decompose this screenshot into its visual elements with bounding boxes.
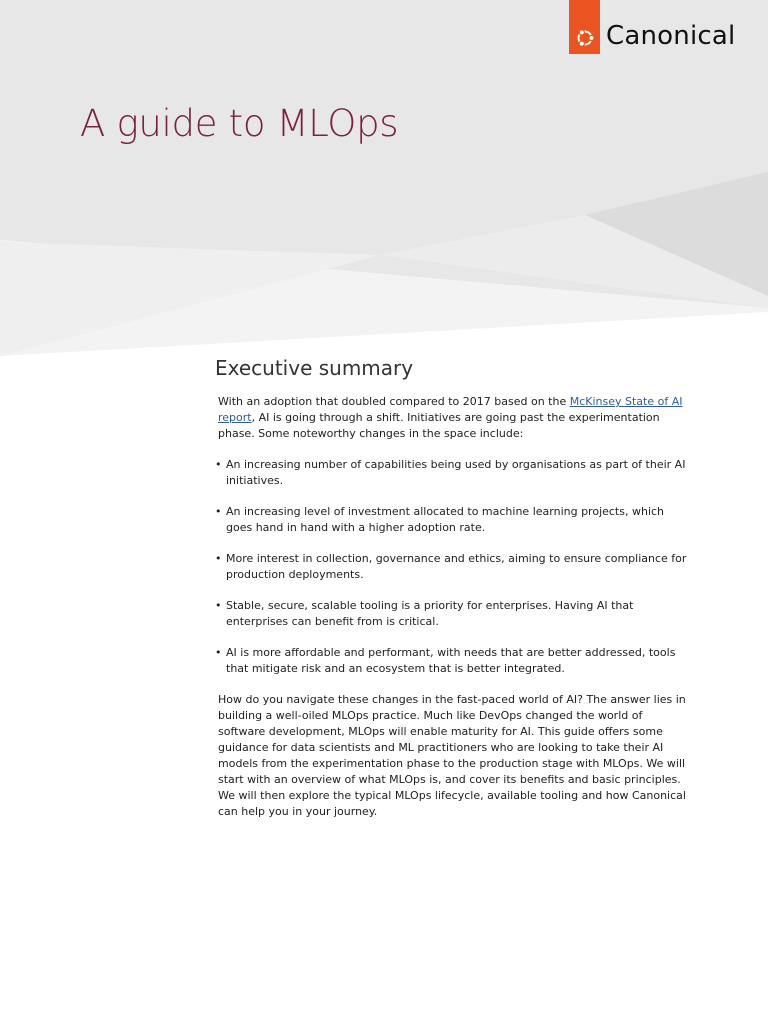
logo-tag [569, 0, 600, 54]
list-item-text: AI is more affordable and performant, with needs that are better addressed, tools that mitigate risk and an ecosystem that is better integrated. [226, 646, 676, 675]
bullet-icon: • [215, 505, 222, 518]
changes-list [215, 457, 687, 677]
intro-text-end: , AI is going through a shift. Initiatives are going past the experimentation phase. Some noteworthy changes in the space include: [218, 411, 660, 440]
section-heading: Executive summary [215, 356, 414, 380]
mckinsey-report-link[interactable]: McKinsey State of AI report [218, 395, 683, 424]
list-item-text: An increasing level of investment allocated to machine learning projects, which goes hand in hand with a higher adoption rate. [226, 505, 665, 534]
cover-background-shapes [0, 0, 768, 360]
executive-summary-section [215, 356, 687, 820]
intro-text-start: With an adoption that doubled compared to 2017 based on the [218, 395, 570, 408]
document-title: A guide to MLOps [80, 102, 399, 145]
list-item-text: An increasing number of capabilities being used by organisations as part of their AI initiatives. [226, 458, 686, 487]
intro-paragraph [215, 394, 687, 442]
bullet-icon: • [215, 458, 222, 471]
list-item-text: Stable, secure, scalable tooling is a priority for enterprises. Having AI that enterprises can benefit from is critical. [226, 599, 634, 628]
bullet-icon: • [215, 552, 222, 565]
list-item [215, 645, 687, 677]
closing-paragraph: How do you navigate these changes in the fast-paced world of AI? The answer lies in building a well-oiled MLOps practice. Much like DevOps changed the world of software development, MLOps will enable maturity for AI. This guide offers some guidance for data scientists and ML practitioners who are looking to take their AI models from the experimentation phase to the production stage with MLOps. We will start with an overview of what MLOps is, and cover its benefits and basic principles. We will then explore the typical MLOps lifecycle, available tooling and how Canonical can help you in your journey. [218, 693, 686, 818]
circle-of-friends-icon [574, 27, 596, 49]
list-item [215, 551, 687, 583]
list-item [215, 504, 687, 536]
canonical-logo [569, 0, 735, 54]
list-item [215, 598, 687, 630]
list-item [215, 457, 687, 489]
bullet-icon: • [215, 599, 222, 612]
brand-name: Canonical [606, 21, 736, 51]
bullet-icon: • [215, 646, 222, 659]
list-item-text: More interest in collection, governance and ethics, aiming to ensure compliance for production deployments. [226, 552, 687, 581]
